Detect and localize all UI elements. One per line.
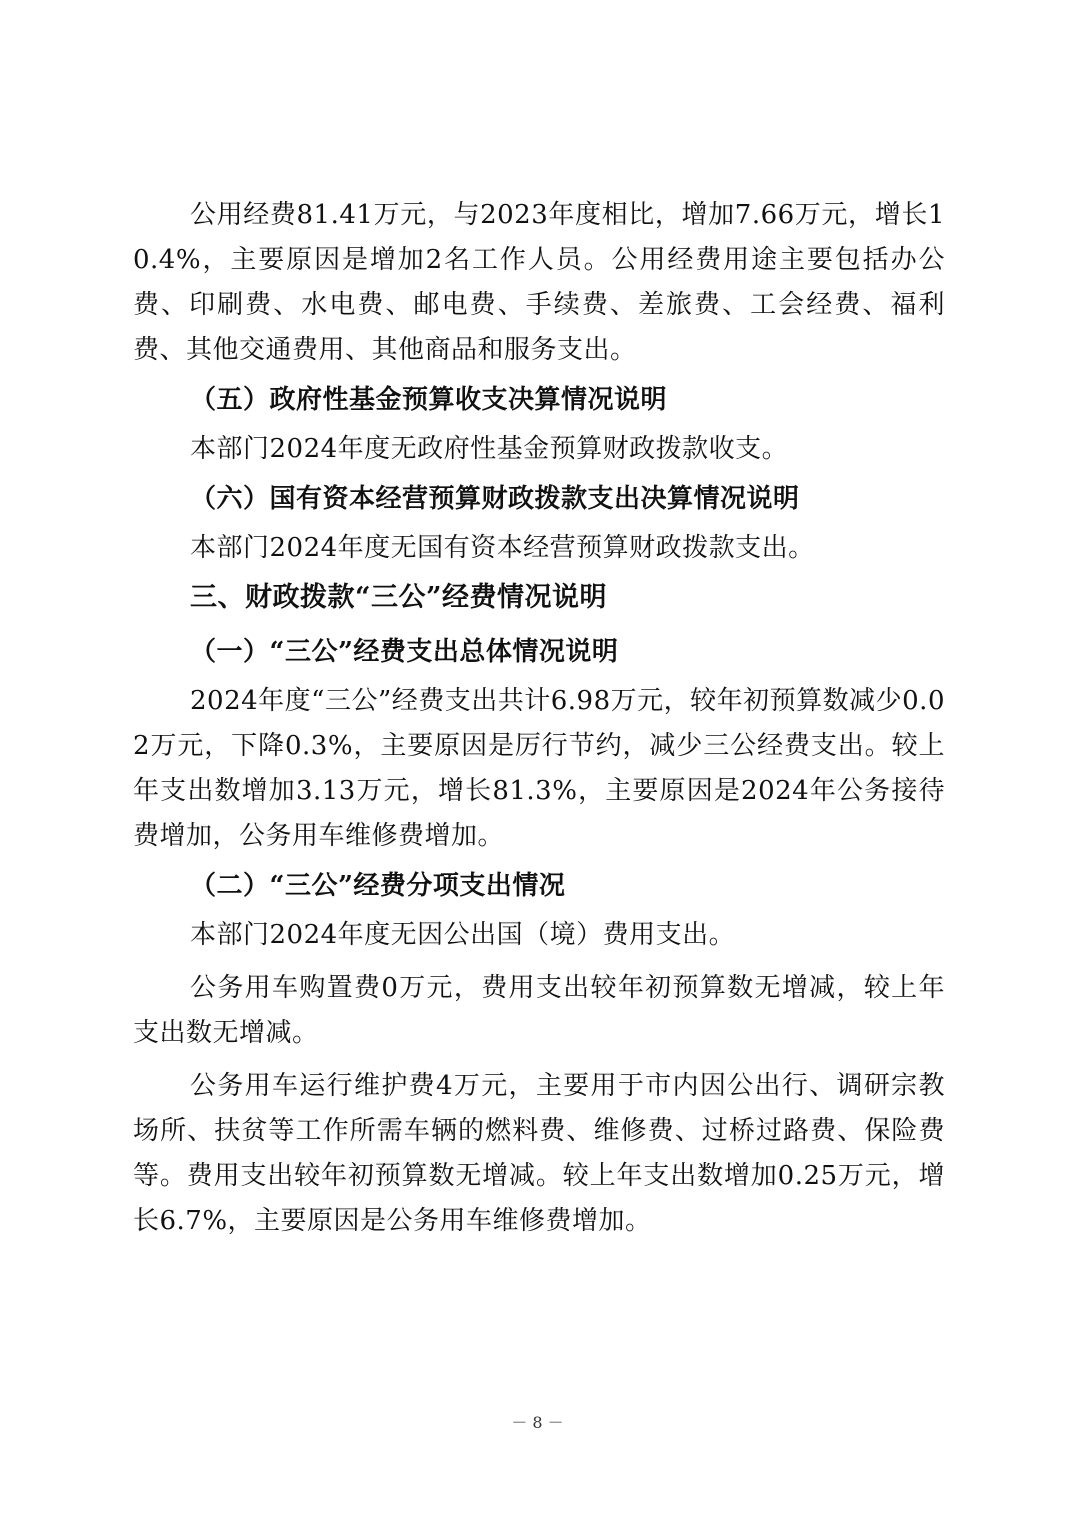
heading-state-capital-budget: （六）国有资本经营预算财政拨款支出决算情况说明: [190, 484, 800, 514]
heading-overall-three-public: （一）“三公”经费支出总体情况说明: [190, 637, 619, 667]
document-body: [133, 193, 945, 1244]
paragraph-vehicle-operation: 公务用车运行维护费4万元，主要用于市内因公出行、调研宗教场所、扶贫等工作所需车辆的燃料费、维修费、过桥过路费、保险费等。费用支出较年初预算数无增减。较上年支出数增加0.25万元，增长6.7%，主要原因是公务用车维修费增加。: [133, 1071, 945, 1236]
heading-government-fund-budget: （五）政府性基金预算收支决算情况说明: [190, 385, 668, 415]
paragraph-overseas-travel: 本部门2024年度无因公出国（境）费用支出。: [190, 920, 736, 950]
paragraph-public-funds: 公用经费81.41万元，与2023年度相比，增加7.66万元，增长10.4%，主要原因是增加2名工作人员。公用经费用途主要包括办公费、印刷费、水电费、邮电费、手续费、差旅费、工会经费、福利费、其他交通费用、其他商品和服务支出。: [133, 200, 945, 365]
paragraph-overall-three-public: 2024年度“三公”经费支出共计6.98万元，较年初预算数减少0.02万元，下降0.3%，主要原因是厉行节约，减少三公经费支出。较上年支出数增加3.13万元，增长81.3%，主要原因是2024年公务接待费增加，公务用车维修费增加。: [133, 686, 945, 851]
heading-three-public-expenses: 三、财政拨款“三公”经费情况说明: [190, 582, 608, 613]
paragraph-vehicle-purchase: 公务用车购置费0万元，费用支出较年初预算数无增减，较上年支出数无增减。: [133, 973, 945, 1048]
paragraph-government-fund-budget: 本部门2024年度无政府性基金预算财政拨款收支。: [190, 434, 789, 464]
paragraph-state-capital-budget: 本部门2024年度无国有资本经营预算财政拨款支出。: [190, 533, 815, 563]
spacer: [133, 958, 945, 966]
page-number: － 8 －: [511, 1413, 564, 1432]
heading-itemized-three-public: （二）“三公”经费分项支出情况: [190, 871, 566, 901]
spacer: [133, 1056, 945, 1064]
